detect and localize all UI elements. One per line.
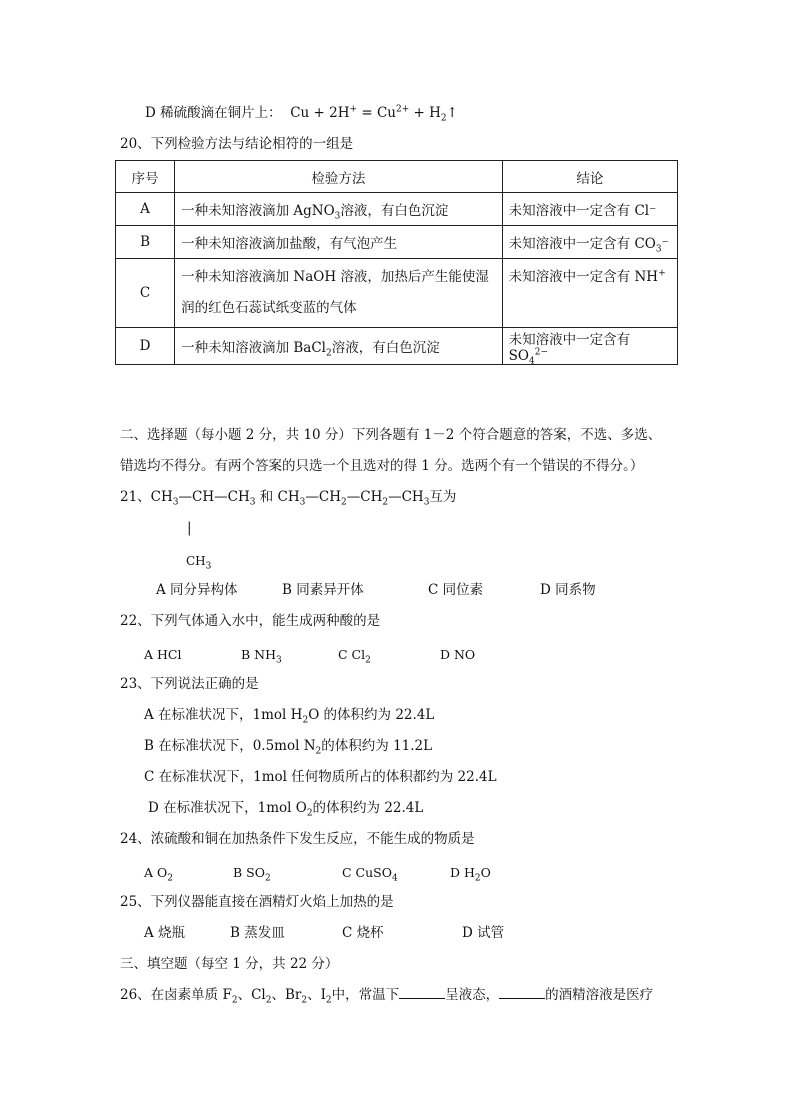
q22-option-d: D NO	[440, 647, 476, 662]
q21-branch-group: $CH_3$	[186, 554, 212, 572]
q26-stem: 26、在卤素单质 $F_2$、$Cl_2$、$Br_2$、$I_2$中，常温下 呈液态， 的酒精溶液是医疗	[120, 987, 654, 1006]
q21-option-b: B 同素异开体	[282, 582, 364, 598]
table-row	[116, 193, 678, 226]
row-method: 一种未知溶液滴加盐酸，有气泡产生	[175, 226, 503, 259]
row-method: 一种未知溶液滴加 NaOH 溶液，加热后产生能使湿 润的红色石蕊试纸变蓝的气体	[175, 259, 503, 328]
q25-option-b: B 蒸发皿	[230, 925, 285, 941]
q24-option-d: D $H_2O$	[450, 865, 491, 884]
q22-option-a: A HCl	[144, 647, 182, 662]
header-conclusion: 结论	[502, 161, 677, 193]
gas-arrow-icon: ↑	[446, 105, 458, 121]
q22-option-b: B $NH_3$	[241, 647, 282, 666]
q21-option-a: A 同分异构体	[156, 582, 238, 598]
q20-stem: 20、下列检验方法与结论相符的一组是	[120, 136, 354, 152]
q21-option-d: D 同系物	[540, 582, 596, 598]
header-method: 检验方法	[175, 161, 503, 193]
q23-option-d: D 在标准状况下，1mol $O_2$的体积约为 22.4L	[148, 800, 424, 819]
row-conclusion: 未知溶液中一定含有 $SO_4^{2-}$	[502, 328, 677, 365]
row-id: D	[116, 328, 175, 365]
row-method: 一种未知溶液滴加 AgNO$_3$溶液，有白色沉淀	[175, 193, 503, 226]
q19-option-d: D 稀硫酸滴在铜片上： $Cu + 2H^+ = Cu^{2+}$ + $H_2↑$	[145, 104, 458, 124]
q21-stem: 21、$CH_3—CH—CH_3$ 和 $CH_3—CH_2—CH_2—CH_3$互为	[120, 489, 457, 508]
q25-option-c: C 烧杯	[342, 925, 384, 941]
q25-option-a: A 烧瓶	[144, 925, 186, 941]
answer-blank-1[interactable]	[399, 986, 445, 999]
answer-blank-2[interactable]	[499, 986, 545, 999]
table-header-row	[116, 161, 678, 193]
section3-heading: 三、填空题（每空 1 分，共 22 分）	[120, 956, 339, 972]
row-method: 一种未知溶液滴加 BaCl$_2$溶液，有白色沉淀	[175, 328, 503, 365]
q20-table	[115, 160, 678, 365]
q21-option-c: C 同位素	[428, 582, 484, 598]
row-conclusion: 未知溶液中一定含有 NH+	[502, 259, 677, 328]
row-id: A	[116, 193, 175, 226]
q23-option-b: B 在标准状况下，0.5mol $N_2$的体积约为 11.2L	[144, 738, 433, 757]
q23-option-a: A 在标准状况下，1mol $H_2O$ 的体积约为 22.4L	[144, 707, 435, 726]
section2-heading-line1: 二、选择题（每小题 2 分，共 10 分）下列各题有 1－2 个符合题意的答案，不选、多选、	[120, 427, 662, 443]
q24-option-b: B $SO_2$	[233, 865, 271, 884]
row-conclusion: 未知溶液中一定含有 $CO_3^-$	[502, 226, 677, 259]
q22-option-c: C $Cl_2$	[338, 647, 371, 666]
row-id: C	[116, 259, 175, 328]
header-index: 序号	[116, 161, 175, 193]
q23-stem: 23、下列说法正确的是	[120, 676, 259, 692]
row-conclusion: 未知溶液中一定含有 Cl⁻	[502, 193, 677, 226]
section2-heading-line2: 错选均不得分。有两个答案的只选一个且选对的得 1 分。选两个有一个错误的不得分。）	[120, 458, 644, 474]
q21-branch-bond: |	[187, 520, 192, 536]
table-row	[116, 259, 678, 328]
q24-stem: 24、浓硫酸和铜在加热条件下发生反应，不能生成的物质是	[120, 831, 475, 847]
row-id: B	[116, 226, 175, 259]
q23-option-c: C 在标准状况下，1mol 任何物质所占的体积都约为 22.4L	[144, 769, 497, 785]
q22-stem: 22、下列气体通入水中，能生成两种酸的是	[120, 613, 381, 629]
q25-stem: 25、下列仪器能直接在酒精灯火焰上加热的是	[120, 894, 394, 910]
q24-option-a: A $O_2$	[144, 865, 173, 884]
q25-option-d: D 试管	[462, 925, 505, 941]
q24-option-c: C CuSO$_4$	[342, 865, 398, 884]
table-row	[116, 328, 678, 365]
table-row	[116, 226, 678, 259]
